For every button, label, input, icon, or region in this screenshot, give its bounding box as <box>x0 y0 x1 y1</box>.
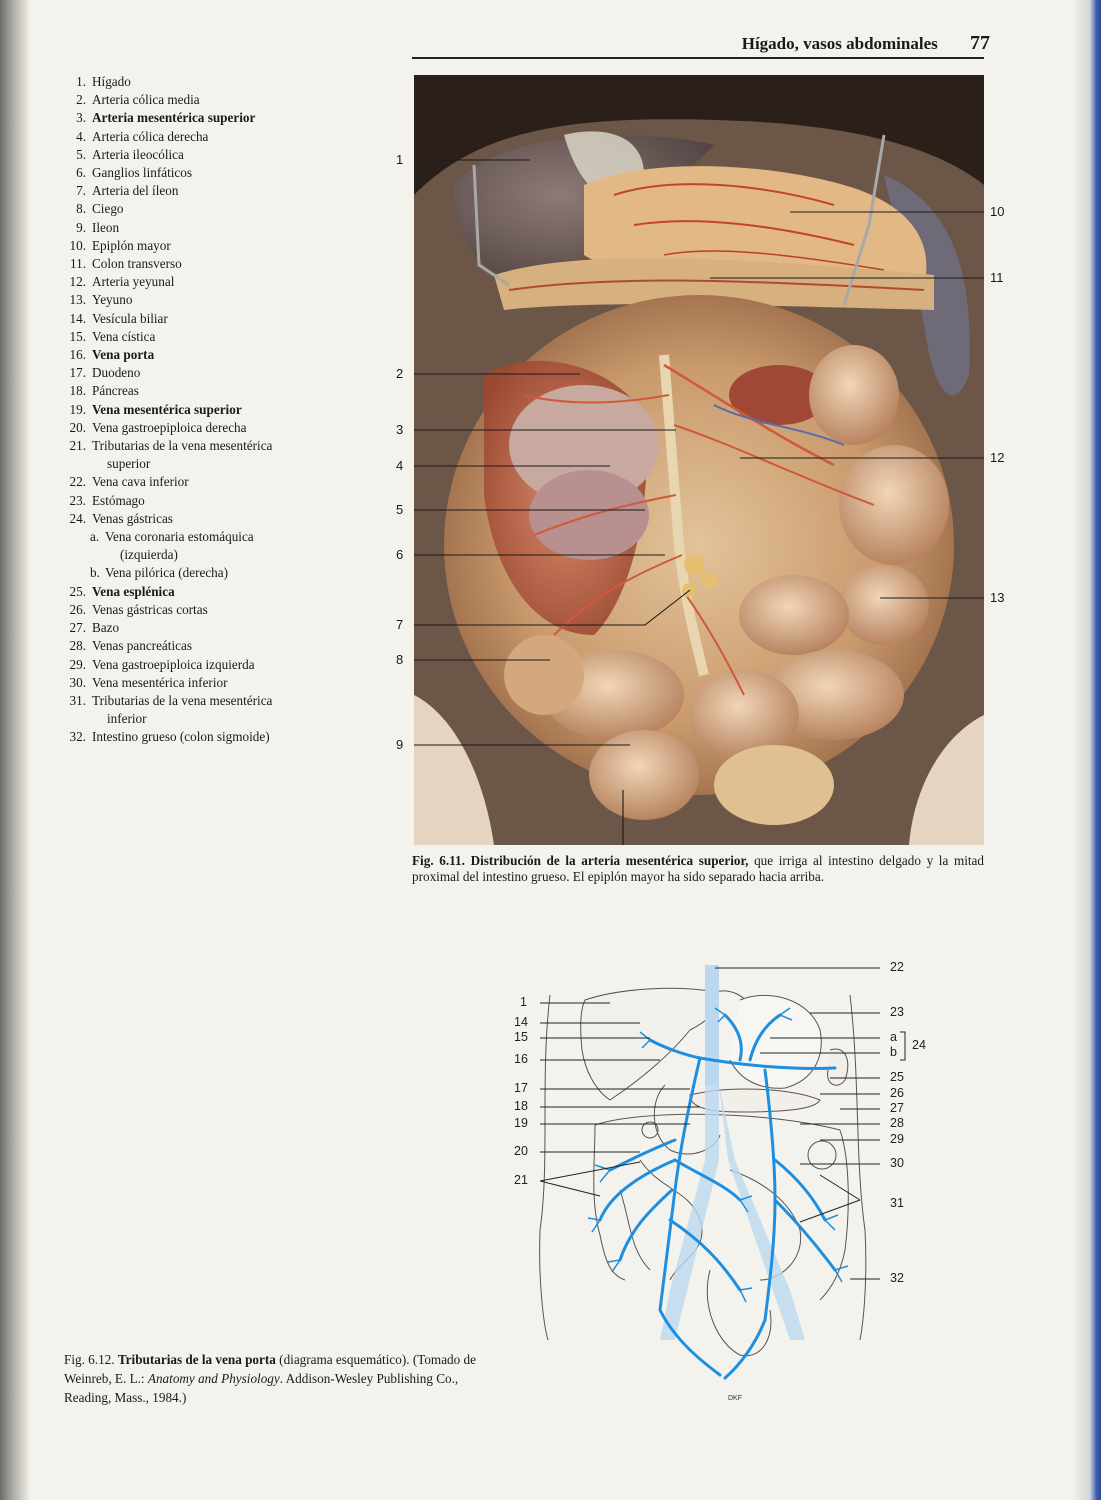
legend-text-line: Yeyuno <box>92 292 133 308</box>
diagram-label: 30 <box>890 1156 904 1170</box>
photo-label: 6 <box>396 547 404 562</box>
diagram-label: 15 <box>514 1030 528 1044</box>
legend-text-line: Arteria del íleon <box>92 183 179 199</box>
legend-number: 28. <box>69 638 86 654</box>
photo-label: 3 <box>396 422 404 437</box>
legend-number: 11. <box>70 256 86 272</box>
legend-text-line: Venas pancreáticas <box>92 638 192 654</box>
legend-number: 10. <box>69 237 86 253</box>
legend-text-line: Intestino grueso (colon sigmoide) <box>92 729 270 745</box>
legend-number: 2. <box>76 92 86 108</box>
legend-text-line: Vena esplénica <box>92 583 175 599</box>
legend-number: 16. <box>69 347 86 363</box>
legend-text-line: Duodeno <box>92 365 141 381</box>
legend-number: 24. <box>69 510 86 526</box>
legend-number: 5. <box>76 146 86 162</box>
legend-number: 7. <box>76 183 86 199</box>
legend-text-line: Venas gástricas cortas <box>92 601 208 617</box>
legend-text-line: Vesícula biliar <box>92 310 168 326</box>
legend-number: 17. <box>69 365 86 381</box>
legend-text-line: Vena pilórica (derecha) <box>105 565 229 581</box>
legend-text-line: Páncreas <box>92 383 139 399</box>
diagram-label: 25 <box>890 1070 904 1084</box>
legend-number: a. <box>90 529 100 545</box>
legend-number: 22. <box>69 474 86 490</box>
diagram-label: 1 <box>520 995 527 1009</box>
diagram-label: 19 <box>514 1116 528 1130</box>
legend-number: 30. <box>69 674 86 690</box>
legend-number: 14. <box>69 310 86 326</box>
legend-text-line: Estómago <box>92 492 145 508</box>
svg-text:DKF: DKF <box>728 1395 742 1402</box>
legend-text-line: Vena coronaria estomáquica <box>105 529 254 545</box>
legend-number: 8. <box>76 201 86 217</box>
legend-number: 27. <box>69 620 86 636</box>
diagram-label: 29 <box>890 1132 904 1146</box>
diagram-label: 26 <box>890 1086 904 1100</box>
legend-number: 23. <box>69 492 86 508</box>
legend-text-line: Bazo <box>92 620 120 636</box>
diagram-label: 14 <box>514 1015 528 1029</box>
diagram-label: 27 <box>890 1101 904 1115</box>
photo-label: 13 <box>990 590 1005 605</box>
legend-number: 4. <box>76 128 86 144</box>
legend-text-line: Arteria cólica derecha <box>92 128 209 144</box>
running-head-title: Hígado, vasos abdominales <box>741 34 938 53</box>
legend-text-line: Vena gastroepiploica derecha <box>92 419 247 435</box>
diagram-label: a <box>890 1030 897 1044</box>
photo-label: 8 <box>396 652 404 667</box>
diagram-label: 16 <box>514 1052 528 1066</box>
legend-number: 6. <box>76 165 86 181</box>
diagram-label: 24 <box>912 1038 926 1052</box>
diagram-label: 21 <box>514 1173 528 1187</box>
figure-6-12-book: Anatomy and Physiology <box>147 1371 280 1386</box>
legend-number: 12. <box>69 274 86 290</box>
legend-text-line: Arteria cólica media <box>92 92 200 108</box>
diagram-label: 32 <box>890 1271 904 1285</box>
legend-number: 32. <box>69 729 86 745</box>
legend-text-line: Arteria ileocólica <box>92 146 184 162</box>
figure-6-12-text2: . Addison-Wesley Publishing Co., Reading, Mass., 1984.) <box>64 1371 459 1405</box>
legend-text-line: Arteria yeyunal <box>92 274 175 290</box>
diagram-label: 28 <box>890 1116 904 1130</box>
legend-number: 25. <box>69 583 86 599</box>
legend-number: 21. <box>69 438 86 454</box>
diagram-label: 22 <box>890 960 904 974</box>
legend-text-line: Ciego <box>92 201 124 217</box>
diagram-label: 17 <box>514 1081 528 1095</box>
legend-number: 15. <box>69 328 86 344</box>
page-number: 77 <box>970 32 990 54</box>
figure-6-11-title: Distribución de la arteria mesentérica superior, <box>470 853 749 868</box>
diagram-label: 18 <box>514 1099 528 1113</box>
figure-6-12-label: Fig. 6.12. <box>64 1352 115 1367</box>
legend-text-line: Vena mesentérica superior <box>92 401 242 417</box>
diagram-label: 20 <box>514 1144 528 1158</box>
legend-text-continuation: inferior <box>107 711 147 727</box>
photo-label: 10 <box>990 204 1005 219</box>
legend-text-line: Vena gastroepiploica izquierda <box>92 656 255 672</box>
legend-text-line: Venas gástricas <box>92 510 173 526</box>
figure-6-11-label: Fig. 6.11. <box>412 853 465 868</box>
legend-number: 18. <box>69 383 86 399</box>
legend-number: 29. <box>69 656 86 672</box>
legend-text-line: Epiplón mayor <box>92 237 171 253</box>
legend-text-line: Hígado <box>92 74 131 89</box>
legend-number: 26. <box>69 601 86 617</box>
photo-label: 9 <box>396 737 404 752</box>
diagram-label: 23 <box>890 1005 904 1019</box>
figure-6-12-caption <box>64 1350 489 1407</box>
figure-6-11-text: que irriga al intestino delgado y la mitad proximal del intestino grueso. El epiplón mayor ha sido separado hacia arriba. <box>412 853 984 884</box>
photo-label: 2 <box>396 366 404 381</box>
diagram-label: b <box>890 1045 897 1059</box>
photo-label: 4 <box>396 458 404 473</box>
figure-6-12-title: Tributarias de la vena porta <box>117 1352 276 1367</box>
photo-label: 11 <box>990 270 1004 285</box>
legend-number: b. <box>90 565 100 581</box>
legend-number: 13. <box>69 292 86 308</box>
legend-text-line: Tributarias de la vena mesentérica <box>92 438 273 454</box>
legend-number: 19. <box>69 401 86 417</box>
legend-text-line: Vena porta <box>92 347 155 363</box>
legend-text-line: Colon transverso <box>92 256 182 272</box>
photo-label: 5 <box>396 502 404 517</box>
diagram-label: 31 <box>890 1196 904 1210</box>
legend-text-line: Tributarias de la vena mesentérica <box>92 692 273 708</box>
legend-number: 3. <box>76 110 86 126</box>
legend-text-line: Arteria mesentérica superior <box>92 110 256 126</box>
photo-label: 12 <box>990 450 1005 465</box>
legend-number: 1. <box>76 74 86 89</box>
legend-text-line: Vena cística <box>92 328 156 344</box>
figure-6-12-text1: (diagrama esquemático). (Tomado de Weinreb, E. L.: <box>64 1352 476 1386</box>
legend-number: 20. <box>69 419 86 435</box>
legend-text-line: Vena cava inferior <box>92 474 189 490</box>
legend-text-line: Ileon <box>92 219 120 235</box>
legend-text-continuation: superior <box>107 456 151 472</box>
photo-label: 1 <box>396 152 404 167</box>
legend-number: 31. <box>69 692 86 708</box>
legend-text-line: Ganglios linfáticos <box>92 165 192 181</box>
legend-text-continuation: (izquierda) <box>120 547 178 563</box>
photo-label: 7 <box>396 617 404 632</box>
legend-text-line: Vena mesentérica inferior <box>92 674 228 690</box>
legend-number: 9. <box>76 219 86 235</box>
